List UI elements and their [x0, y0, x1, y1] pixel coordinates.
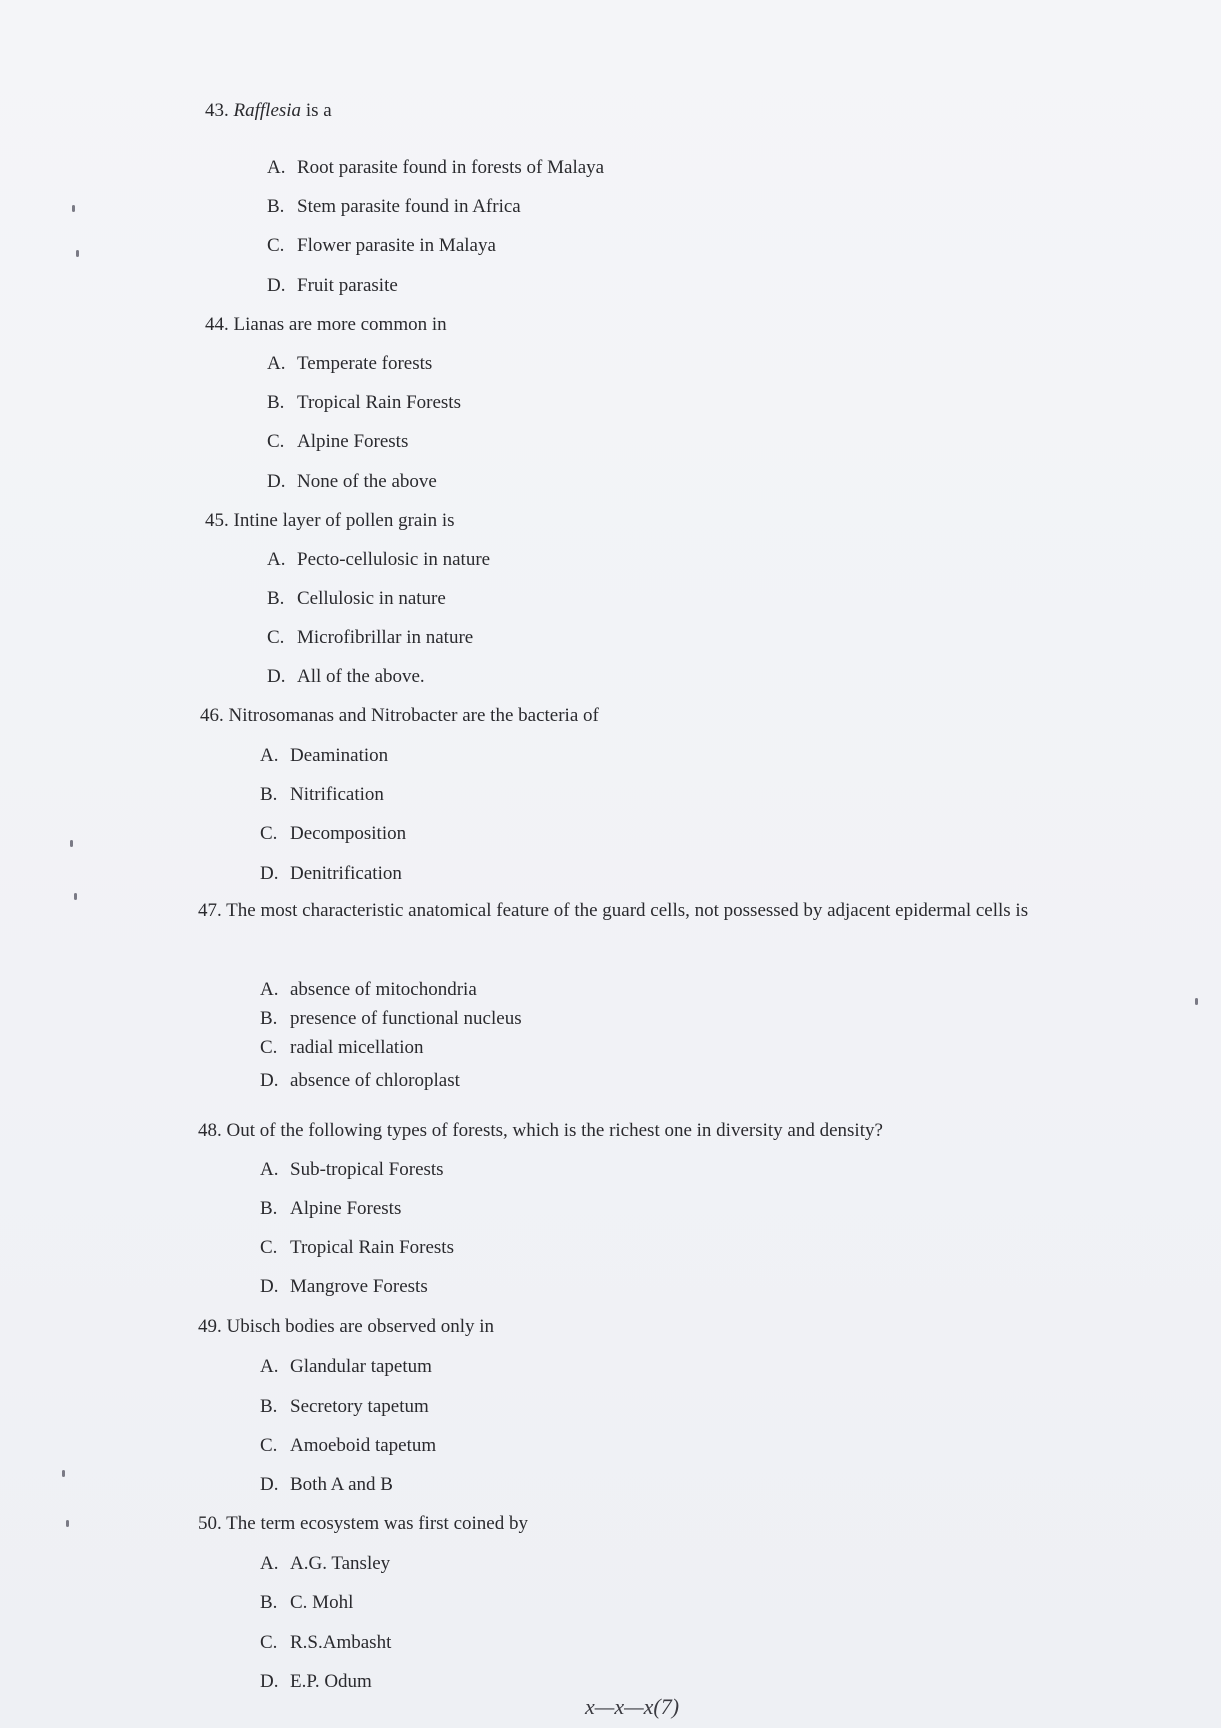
question-text: Nitrosomanas and Nitrobacter are the bacteria of [228, 705, 599, 726]
option-43-c [267, 235, 496, 257]
question-45-stem [205, 510, 455, 532]
option-text: Nitrification [290, 784, 384, 805]
option-text: All of the above. [297, 666, 425, 687]
option-text: Sub-tropical Forests [290, 1159, 444, 1180]
option-44-d [267, 471, 437, 493]
option-text: Glandular tapetum [290, 1356, 432, 1377]
option-49-b [260, 1396, 429, 1418]
option-46-a [260, 745, 388, 767]
option-text: Alpine Forests [297, 431, 409, 452]
page-number: (7) [653, 1694, 680, 1719]
option-letter: A. [260, 1159, 279, 1180]
option-45-b [267, 588, 446, 610]
option-letter: B. [260, 1198, 278, 1219]
question-number: 45. [205, 510, 229, 531]
option-letter: C. [260, 1632, 278, 1653]
option-text: Tropical Rain Forests [290, 1237, 454, 1258]
option-text: Pecto-cellulosic in nature [297, 549, 491, 570]
option-text: Denitrification [290, 863, 402, 884]
option-letter: C. [267, 235, 285, 256]
option-49-d [260, 1474, 393, 1496]
option-text: Temperate forests [297, 353, 433, 374]
option-49-a [260, 1356, 432, 1378]
option-text: R.S.Ambasht [290, 1632, 392, 1653]
option-letter: C. [260, 1037, 278, 1058]
option-letter: A. [267, 353, 286, 374]
option-letter: B. [267, 588, 285, 609]
option-45-d [267, 666, 425, 688]
option-text: A.G. Tansley [290, 1553, 391, 1574]
option-45-a [267, 549, 490, 571]
option-text: None of the above [297, 471, 437, 492]
option-48-a [260, 1159, 444, 1181]
option-letter: B. [267, 392, 285, 413]
option-letter: D. [260, 1070, 279, 1091]
question-47-stem [198, 897, 1058, 925]
option-48-d [260, 1276, 428, 1298]
option-47-b [260, 1008, 522, 1030]
option-letter: B. [260, 1396, 278, 1417]
option-text: C. Mohl [290, 1592, 354, 1613]
scan-speck [76, 250, 79, 257]
option-letter: A. [260, 1553, 279, 1574]
option-text: absence of mitochondria [290, 979, 477, 1000]
question-43-stem [205, 100, 332, 122]
option-46-b [260, 784, 384, 806]
option-letter: B. [267, 196, 285, 217]
question-number: 50. [198, 1513, 222, 1534]
option-text: Fruit parasite [297, 275, 398, 296]
option-letter: A. [260, 1356, 279, 1377]
question-text: Intine layer of pollen grain is [233, 510, 455, 531]
question-49-stem [198, 1316, 494, 1338]
option-50-a [260, 1553, 390, 1575]
option-letter: C. [260, 1435, 278, 1456]
option-43-a [267, 157, 604, 179]
option-letter: B. [260, 1592, 278, 1613]
question-number: 46. [200, 705, 224, 726]
option-text: Cellulosic in nature [297, 588, 446, 609]
option-letter: D. [260, 1474, 279, 1495]
option-46-d [260, 863, 402, 885]
option-43-b [267, 196, 521, 218]
option-48-b [260, 1198, 401, 1220]
option-44-c [267, 431, 408, 453]
question-number: 43. [205, 100, 229, 121]
option-letter: C. [267, 431, 285, 452]
question-text: is a [301, 100, 332, 121]
option-letter: C. [260, 1237, 278, 1258]
option-letter: B. [260, 784, 278, 805]
option-letter: A. [267, 549, 286, 570]
option-49-c [260, 1435, 436, 1457]
end-mark: x—x—x [585, 1694, 654, 1719]
option-text: presence of functional nucleus [290, 1008, 522, 1029]
question-italic-term: Rafflesia [233, 100, 302, 121]
scan-speck [62, 1470, 65, 1477]
question-text: The term ecosystem was first coined by [226, 1513, 528, 1534]
question-46-stem [200, 705, 599, 727]
option-46-c [260, 823, 406, 845]
option-text: Flower parasite in Malaya [297, 235, 496, 256]
option-letter: D. [260, 863, 279, 884]
option-letter: D. [267, 275, 286, 296]
option-44-b [267, 392, 461, 414]
option-text: Both A and B [290, 1474, 393, 1495]
option-47-c [260, 1037, 423, 1059]
option-letter: A. [260, 979, 279, 1000]
scan-speck [66, 1520, 69, 1527]
option-48-c [260, 1237, 454, 1259]
option-text: Deamination [290, 745, 389, 766]
option-43-d [267, 275, 398, 297]
option-letter: D. [260, 1276, 279, 1297]
option-text: Root parasite found in forests of Malaya [297, 157, 605, 178]
option-text: Tropical Rain Forests [297, 392, 461, 413]
question-text: The most characteristic anatomical feature of the guard cells, not possessed by adjacent epidermal cells is [226, 900, 1029, 921]
option-letter: B. [260, 1008, 278, 1029]
option-50-d [260, 1671, 372, 1693]
option-text: Alpine Forests [290, 1198, 402, 1219]
option-44-a [267, 353, 432, 375]
option-50-b [260, 1592, 353, 1614]
option-letter: D. [267, 471, 286, 492]
scan-speck [1195, 998, 1198, 1005]
end-of-paper-mark [585, 1694, 679, 1720]
question-number: 49. [198, 1316, 222, 1337]
scan-speck [70, 840, 73, 847]
option-letter: D. [267, 666, 286, 687]
option-letter: A. [267, 157, 286, 178]
question-number: 44. [205, 314, 229, 335]
option-text: E.P. Odum [290, 1671, 372, 1692]
question-50-stem [198, 1513, 528, 1535]
scan-speck [74, 893, 77, 900]
question-text: Out of the following types of forests, which is the richest one in diversity and density? [226, 1120, 883, 1141]
question-text: Ubisch bodies are observed only in [226, 1316, 495, 1337]
option-text: Microfibrillar in nature [297, 627, 474, 648]
scan-speck [72, 205, 75, 212]
option-text: radial micellation [290, 1037, 424, 1058]
question-number: 48. [198, 1120, 222, 1141]
option-letter: C. [260, 823, 278, 844]
option-text: absence of chloroplast [290, 1070, 460, 1091]
option-text: Mangrove Forests [290, 1276, 428, 1297]
question-text: Lianas are more common in [233, 314, 447, 335]
question-44-stem [205, 314, 447, 336]
option-text: Secretory tapetum [290, 1396, 429, 1417]
question-48-stem [198, 1120, 883, 1142]
option-text: Amoeboid tapetum [290, 1435, 437, 1456]
option-47-d [260, 1070, 460, 1092]
option-45-c [267, 627, 473, 649]
option-letter: D. [260, 1671, 279, 1692]
option-50-c [260, 1632, 391, 1654]
option-letter: A. [260, 745, 279, 766]
option-letter: C. [267, 627, 285, 648]
option-text: Stem parasite found in Africa [297, 196, 521, 217]
option-text: Decomposition [290, 823, 407, 844]
option-47-a [260, 979, 477, 1001]
question-number: 47. [198, 900, 222, 921]
